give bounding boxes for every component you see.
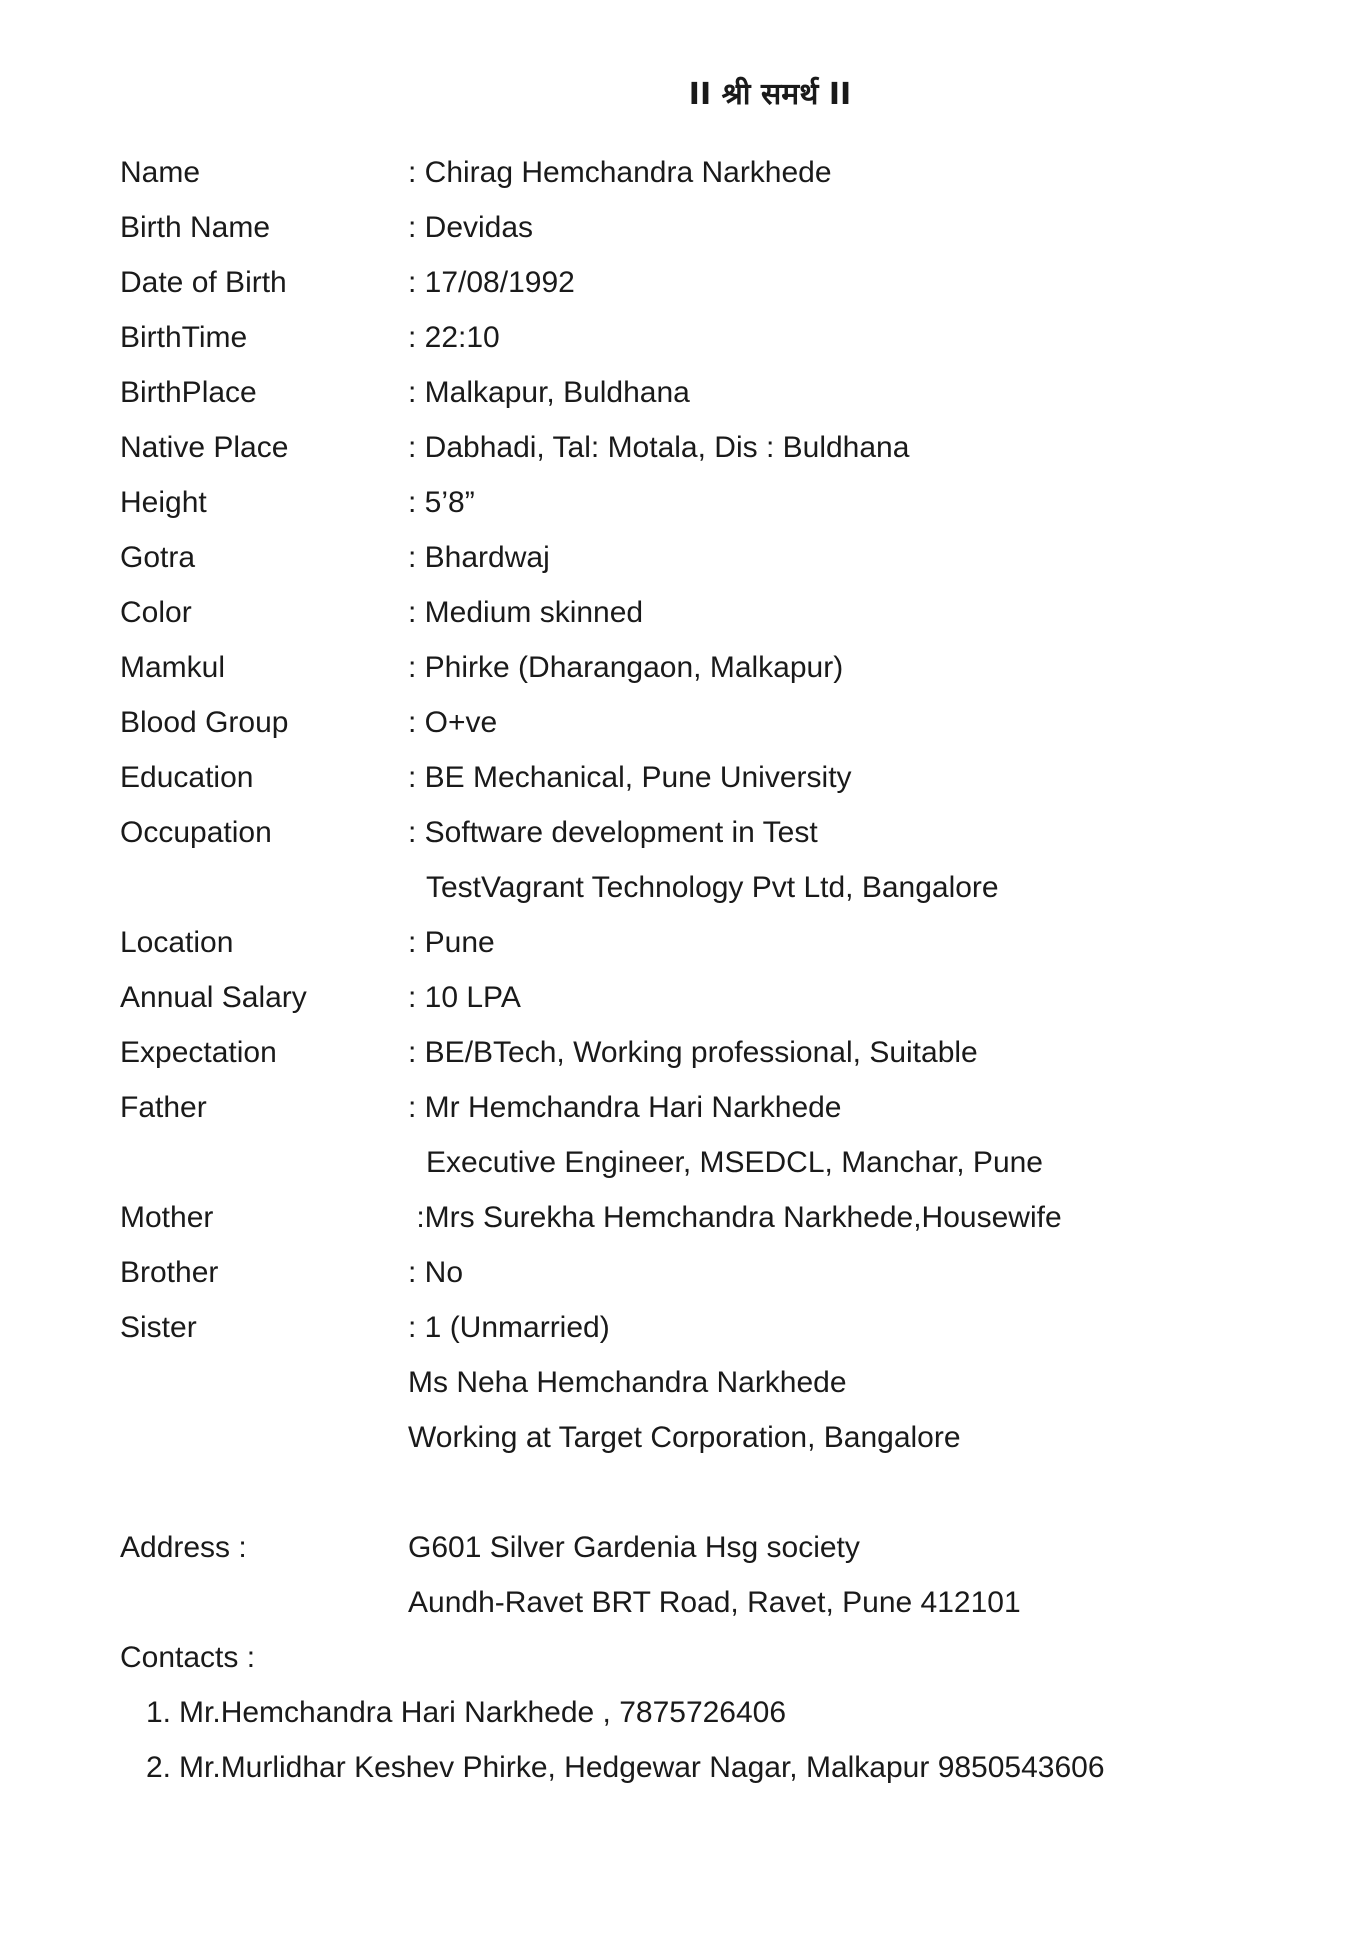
detail-row-blood-group <box>120 695 1270 750</box>
detail-row-birth-name <box>120 200 1270 255</box>
detail-label: Blood Group <box>120 705 289 739</box>
contact-number: 2. <box>146 1750 172 1784</box>
detail-row-annual-salary <box>120 970 1270 1025</box>
address-label: Address : <box>120 1530 247 1564</box>
detail-row-sister-name <box>120 1355 1270 1410</box>
detail-row-brother <box>120 1245 1270 1300</box>
detail-label: Annual Salary <box>120 980 307 1014</box>
detail-value: :Mrs Surekha Hemchandra Narkhede,Housewife <box>408 1200 1062 1234</box>
contact-item <box>120 1740 1270 1795</box>
detail-row-education <box>120 750 1270 805</box>
detail-row-gotra <box>120 530 1270 585</box>
detail-label: Education <box>120 760 254 794</box>
detail-label: Color <box>120 595 192 629</box>
detail-label: Birth Name <box>120 210 271 244</box>
detail-label: Height <box>120 485 207 519</box>
detail-row-location <box>120 915 1270 970</box>
detail-label: Sister <box>120 1310 197 1344</box>
detail-row-occupation-continued <box>120 860 1270 915</box>
detail-row-occupation <box>120 805 1270 860</box>
contact-number: 1. <box>146 1695 172 1729</box>
detail-row-sister <box>120 1300 1270 1355</box>
detail-row-color <box>120 585 1270 640</box>
contact-text: Mr.Hemchandra Hari Narkhede , 7875726406 <box>179 1695 787 1729</box>
detail-label: Expectation <box>120 1035 277 1069</box>
detail-value: : Medium skinned <box>408 595 644 629</box>
detail-label: Mamkul <box>120 650 226 684</box>
detail-row-birth-time <box>120 310 1270 365</box>
detail-value: : Dabhadi, Tal: Motala, Dis : Buldhana <box>408 430 910 464</box>
detail-value: : Pune <box>408 925 495 959</box>
contact-text: Mr.Murlidhar Keshev Phirke, Hedgewar Nagar, Malkapur 9850543606 <box>179 1750 1105 1784</box>
page-title: II श्री समर्थ II <box>688 77 852 112</box>
contacts-heading: Contacts : <box>120 1640 256 1674</box>
detail-value: Ms Neha Hemchandra Narkhede <box>408 1365 847 1399</box>
detail-value: TestVagrant Technology Pvt Ltd, Bangalore <box>426 870 999 904</box>
detail-row-date-of-birth <box>120 255 1270 310</box>
detail-row-expectation <box>120 1025 1270 1080</box>
detail-value: : 1 (Unmarried) <box>408 1310 610 1344</box>
detail-label: Location <box>120 925 234 959</box>
detail-label: BirthPlace <box>120 375 257 409</box>
biodata-details <box>120 145 1270 1795</box>
detail-value: : Chirag Hemchandra Narkhede <box>408 155 832 189</box>
detail-value: : 5’8” <box>408 485 475 519</box>
detail-label: Father <box>120 1090 207 1124</box>
detail-row-mother <box>120 1190 1270 1245</box>
detail-row-mamkul <box>120 640 1270 695</box>
detail-value: : Devidas <box>408 210 534 244</box>
address-row-continued <box>120 1575 1270 1630</box>
detail-label: Gotra <box>120 540 196 574</box>
section-spacer <box>120 1465 1270 1520</box>
detail-label: Name <box>120 155 201 189</box>
detail-value: : 22:10 <box>408 320 500 354</box>
detail-label: Mother <box>120 1200 214 1234</box>
detail-value: Executive Engineer, MSEDCL, Manchar, Pune <box>426 1145 1043 1179</box>
detail-value: : BE Mechanical, Pune University <box>408 760 852 794</box>
detail-value: : BE/BTech, Working professional, Suitable <box>408 1035 978 1069</box>
detail-row-sister-work <box>120 1410 1270 1465</box>
detail-row-native-place <box>120 420 1270 475</box>
detail-value: : Mr Hemchandra Hari Narkhede <box>408 1090 842 1124</box>
detail-value: : No <box>408 1255 464 1289</box>
detail-label: Native Place <box>120 430 289 464</box>
detail-label: Date of Birth <box>120 265 287 299</box>
detail-value: : Bhardwaj <box>408 540 550 574</box>
detail-row-father-continued <box>120 1135 1270 1190</box>
detail-label: BirthTime <box>120 320 248 354</box>
detail-label: Occupation <box>120 815 272 849</box>
detail-label: Brother <box>120 1255 219 1289</box>
detail-row-birth-place <box>120 365 1270 420</box>
detail-value: : Phirke (Dharangaon, Malkapur) <box>408 650 844 684</box>
detail-value: : 17/08/1992 <box>408 265 575 299</box>
detail-row-father <box>120 1080 1270 1135</box>
address-line-1: G601 Silver Gardenia Hsg society <box>408 1530 860 1564</box>
address-line-2: Aundh-Ravet BRT Road, Ravet, Pune 412101 <box>408 1585 1021 1619</box>
detail-value: : Software development in Test <box>408 815 818 849</box>
contact-item <box>120 1685 1270 1740</box>
contacts-heading-row <box>120 1630 1270 1685</box>
detail-row-height <box>120 475 1270 530</box>
detail-row-name <box>120 145 1270 200</box>
address-row <box>120 1520 1270 1575</box>
detail-value: : Malkapur, Buldhana <box>408 375 690 409</box>
detail-value: : O+ve <box>408 705 498 739</box>
detail-value: : 10 LPA <box>408 980 521 1014</box>
detail-value: Working at Target Corporation, Bangalore <box>408 1420 961 1454</box>
